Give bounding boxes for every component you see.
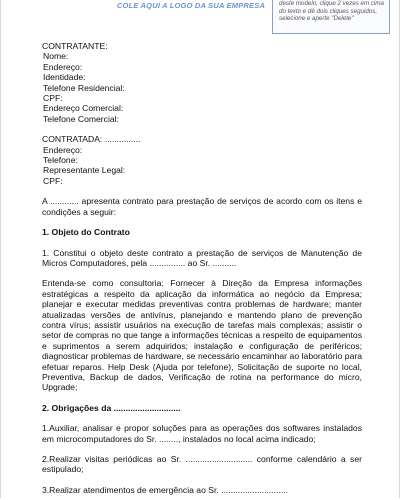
intro-paragraph: A ............ apresenta contrato para prestação de serviços de acordo com os itens e condições a seguir: xyxy=(42,196,362,217)
contratante-field-identidade: Identidade: xyxy=(43,72,86,83)
contratante-field-cpf: CPF: xyxy=(43,93,63,104)
logo-placeholder: COLE AQUI A LOGO DA SUA EMPRESA xyxy=(116,1,266,10)
section-2-item-2: 2.Realizar visitas periódicas ao Sr. ............................ conforme calendário a ser estipulado; xyxy=(42,454,362,475)
section-2-item-3: 3.Realizar atendimentos de emergência ao Sr. ............................ xyxy=(42,484,288,495)
contract-body xyxy=(42,41,362,495)
contratada-field-telefone: Telefone: xyxy=(43,155,78,166)
contratante-title: CONTRATANTE: xyxy=(42,41,108,51)
section-2-title: 2. Obrigações da ............................ xyxy=(42,402,181,413)
contratante-field-telefone-comercial: Telefone Comercial: xyxy=(43,113,119,124)
contratante-field-telefone-residencial: Telefone Residencial: xyxy=(43,82,125,93)
contratante-field-endereco: Endereço: xyxy=(43,61,83,72)
instruction-note: deste modelo, clique 2 vezes em cima do texto e dê dois cliques seguidos, selecione e aperte "Delete" xyxy=(272,0,390,34)
section-1-paragraph-1: 1. Constitui o objeto deste contrato a prestação de serviços de Manutenção de Micros Computadores, pela ............... ao Sr. .......... xyxy=(42,247,362,268)
contratada-field-cpf: CPF: xyxy=(43,175,63,186)
section-1-paragraph-2: Entenda-se como consultoria: Fornecer à Direção da Empresa informações estratégicas a respeito da aplicação da informática ao negócio da Empresa; planejar e executar medidas preventivas contra problemas de hardware; manter atualizadas versões de antivírus, planejando e mantendo plano de prevenção contra vírus; assistir usuários na execução de tarefas mais complexas; assistir o setor de compras no que tange a informações técnicas a respeito de equipamentos e suprimentos a serem adquiridos; instalação e configuração de periféricos; diagnosticar problemas de hardware, se necessário encaminhar ao laboratório para efetuar reparos. Help Desk (Ajuda por telefone), Solicitação de suporte no local, Preventiva, Backup de dados, Verificação de rotina na performance do micro, Upgrade; xyxy=(42,278,362,393)
contratada-field-endereco: Endereço: xyxy=(43,144,83,155)
section-2-item-1: 1.Auxiliar, analisar e propor soluções para as operações dos softwares instalados em microcomputadores do Sr. ........, instalados no local acima indicado; xyxy=(42,423,362,444)
section-1-title: 1. Objeto do Contrato xyxy=(42,227,130,238)
contratante-field-nome: Nome: xyxy=(43,51,69,62)
contratada-title: CONTRATADA: ............... xyxy=(42,134,141,145)
contratante-field-endereco-comercial: Endereço Comercial: xyxy=(43,103,124,114)
contratada-field-representante: Representante Legal: xyxy=(43,165,126,176)
